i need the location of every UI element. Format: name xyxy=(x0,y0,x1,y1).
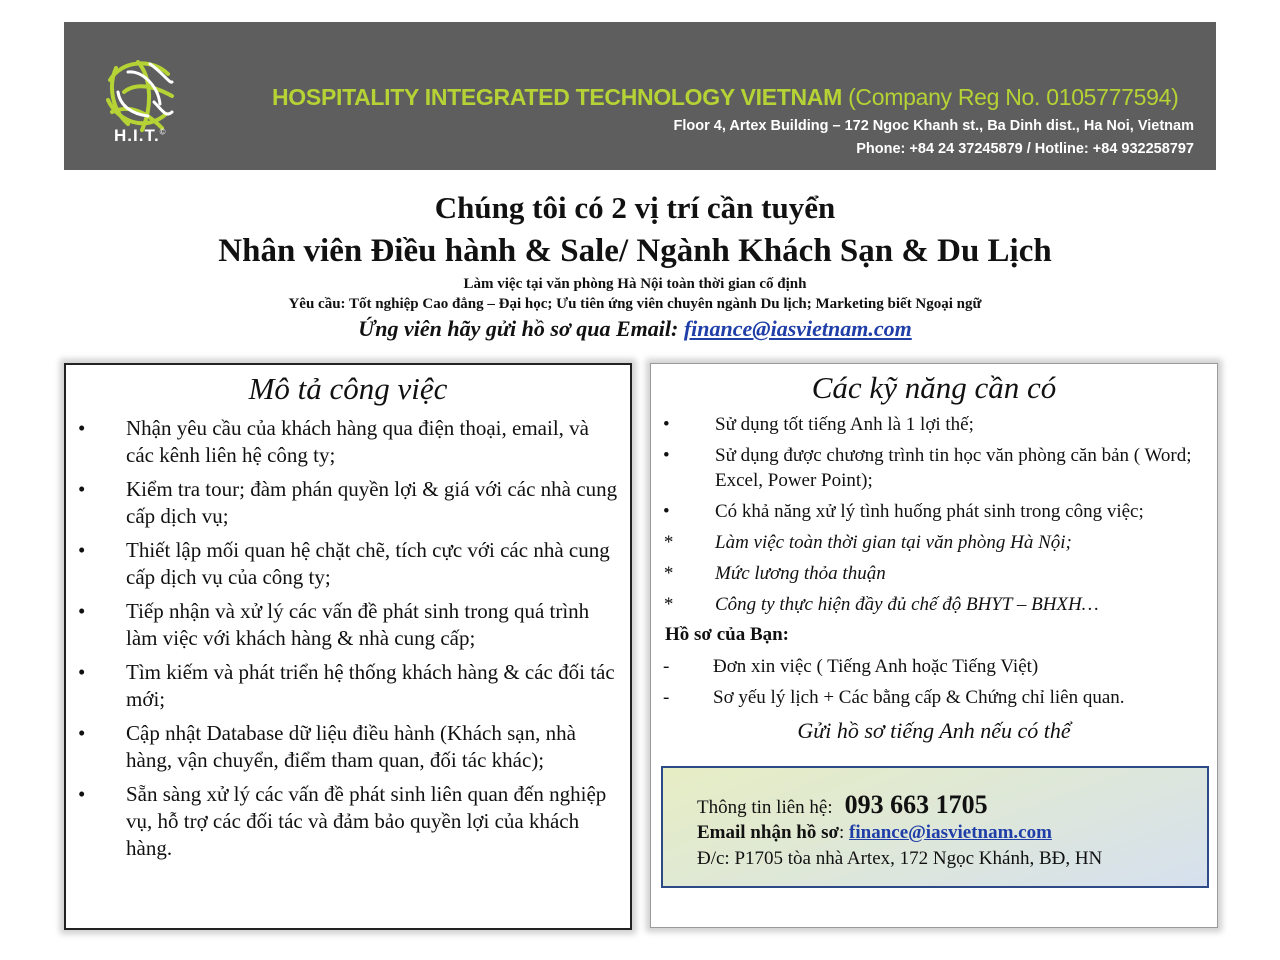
list-item: • Tìm kiếm và phát triển hệ thống khách hàng & các đối tác mới; xyxy=(78,659,618,713)
bullet-marker: * xyxy=(663,563,673,584)
dossier-title: Hồ sơ của Bạn: xyxy=(665,624,790,645)
contact-address: Đ/c: P1705 tòa nhà Artex, 172 Ngọc Khánh, BĐ, HN xyxy=(697,848,1103,869)
list-item-text: Mức lương thỏa thuận xyxy=(715,563,886,584)
dash-marker: - xyxy=(663,687,670,708)
list-item-text: Có khả năng xử lý tình huống phát sinh trong công việc; xyxy=(715,501,1144,522)
contact-box xyxy=(661,766,1209,888)
dossier-list xyxy=(663,654,1203,716)
apply-email-link[interactable]: finance@iasvietnam.com xyxy=(683,316,912,341)
list-item-text: Sử dụng được chương trình tin học văn phòng căn bản ( Word; Excel, Power Point); xyxy=(715,445,1192,491)
bullet-marker: * xyxy=(663,532,673,553)
company-name xyxy=(272,84,1179,111)
headline-positions: Chúng tôi có 2 vị trí cần tuyển xyxy=(434,190,836,225)
list-item: • Sẵn sàng xử lý các vấn đề phát sinh liên quan đến nghiệp vụ, hỗ trợ các đối tác và đảm bảo quyền lợi của khách hàng. xyxy=(78,781,618,862)
list-item-text: Đơn xin việc ( Tiếng Anh hoặc Tiếng Việt) xyxy=(713,656,1039,677)
list-item xyxy=(663,412,1203,437)
company-banner xyxy=(64,22,1216,170)
list-item xyxy=(663,561,1203,586)
skills-list xyxy=(663,412,1203,623)
bullet-marker: • xyxy=(663,501,670,522)
list-item xyxy=(663,685,1203,710)
headline-requirements: Yêu cầu: Tốt nghiệp Cao đẳng – Đại học; Ưu tiên ứng viên chuyên ngành Du lịch; Marketing biết Ngoại ngữ xyxy=(288,296,982,312)
list-item: • Cập nhật Database dữ liệu điều hành (Khách sạn, nhà hàng, vận chuyển, điểm tham quan, đối tác khác); xyxy=(78,720,618,774)
contact-email-line: Email nhận hồ sơ: finance@iasvietnam.com xyxy=(697,822,1052,843)
skills-panel xyxy=(650,363,1218,928)
bullet-marker: • xyxy=(663,414,670,435)
headline-work-location: Làm việc tại văn phòng Hà Nội toàn thời gian cố định xyxy=(463,276,807,292)
job-description-panel xyxy=(64,363,632,930)
list-item xyxy=(663,530,1203,555)
list-item-text: Công ty thực hiện đầy đủ chế độ BHYT – BHXH… xyxy=(715,594,1099,615)
company-address: Floor 4, Artex Building – 172 Ngoc Khanh st., Ba Dinh dist., Ha Noi, Vietnam xyxy=(673,118,1194,134)
headline-apply xyxy=(0,316,1270,342)
contact-phone-line xyxy=(697,790,988,820)
contact-email-link[interactable]: finance@iasvietnam.com xyxy=(849,822,1052,843)
company-phone: Phone: +84 24 37245879 / Hotline: +84 932258797 xyxy=(856,141,1194,157)
contact-phone[interactable]: 093 663 1705 xyxy=(844,790,988,819)
list-item: • Thiết lập mối quan hệ chặt chẽ, tích cực với các nhà cung cấp dịch vụ của công ty; xyxy=(78,537,618,591)
logo-text: H.I.T.© xyxy=(114,126,167,145)
list-item xyxy=(663,499,1203,524)
list-item-text: Sử dụng tốt tiếng Anh là 1 lợi thế; xyxy=(715,414,974,435)
list-item xyxy=(663,654,1203,679)
list-item: • Kiểm tra tour; đàm phán quyền lợi & giá với các nhà cung cấp dịch vụ; xyxy=(78,476,618,530)
list-item xyxy=(663,443,1203,493)
list-item-text: Sơ yếu lý lịch + Các bằng cấp & Chứng chỉ liên quan. xyxy=(713,687,1125,708)
send-english-note: Gửi hồ sơ tiếng Anh nếu có thể xyxy=(797,718,1071,743)
apply-prefix: Ứng viên hãy gửi hồ sơ qua Email: xyxy=(358,316,684,341)
skills-title: Các kỹ năng cần có xyxy=(811,370,1057,405)
job-description-list xyxy=(78,415,618,869)
contact-label: Thông tin liên hệ: xyxy=(697,797,833,818)
contact-email-label: Email nhận hồ sơ xyxy=(697,822,839,843)
headline-job-title: Nhân viên Điều hành & Sale/ Ngành Khách Sạn & Du Lịch xyxy=(218,233,1052,269)
bullet-marker: * xyxy=(663,594,673,615)
job-description-title: Mô tả công việc xyxy=(248,371,448,406)
bullet-marker: • xyxy=(663,445,670,466)
company-name-text: HOSPITALITY INTEGRATED TECHNOLOGY VIETNAM xyxy=(272,84,842,110)
list-item-text: Làm việc toàn thời gian tại văn phòng Hà Nội; xyxy=(715,532,1072,553)
list-item: • Tiếp nhận và xử lý các vấn đề phát sinh trong quá trình làm việc với khách hàng & nhà cung cấp; xyxy=(78,598,618,652)
company-reg-number: (Company Reg No. 0105777594) xyxy=(848,84,1179,110)
list-item xyxy=(663,592,1203,617)
list-item: • Nhận yêu cầu của khách hàng qua điện thoại, email, và các kênh liên hệ công ty; xyxy=(78,415,618,469)
dash-marker: - xyxy=(663,656,670,677)
